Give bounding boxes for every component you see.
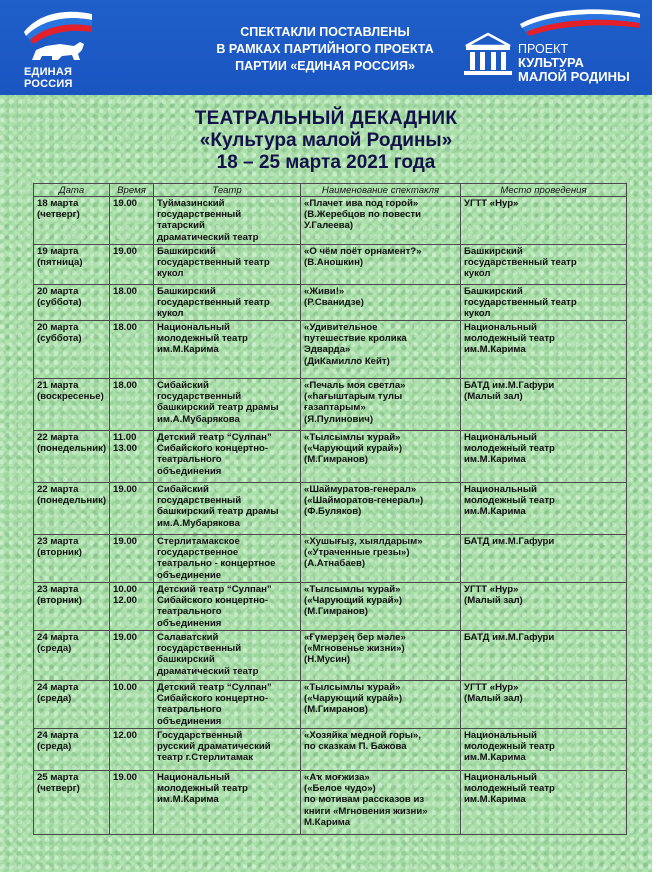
left-logo-label: ЕДИНАЯ РОССИЯ (24, 66, 73, 90)
poster-title (0, 108, 652, 174)
title-line2: «Культура малой Родины» (199, 130, 453, 151)
project-label: ПРОЕКТ (518, 42, 569, 56)
table-row (34, 321, 627, 379)
cell-date: 21 марта (воскресенье) (34, 379, 110, 431)
cell-date: 20 марта (суббота) (34, 285, 110, 321)
cell-time: 19.00 (110, 483, 154, 535)
header-banner (0, 0, 652, 95)
cell-date: 23 марта (вторник) (34, 535, 110, 583)
cell-date: 22 марта (понедельник) (34, 483, 110, 535)
schedule-table (33, 183, 627, 835)
cell-venue: БАТД им.М.Гафури (461, 535, 627, 583)
cell-date: 18 марта (четверг) (34, 197, 110, 245)
cell-play: «Шаймуратов-генерал» («Шайморатов-генерал») (Ф.Буляков) (301, 483, 461, 535)
project-name-line2: МАЛОЙ РОДИНЫ (518, 69, 630, 84)
cell-venue: Национальный молодежный театр им.М.Карима (461, 483, 627, 535)
cell-date: 24 марта (среда) (34, 631, 110, 681)
cell-venue: Национальный молодежный театр им.М.Карима (461, 771, 627, 835)
header-title: СПЕКТАКЛИ ПОСТАВЛЕНЫ В РАМКАХ ПАРТИЙНОГО ПРОЕКТА ПАРТИИ «ЕДИНАЯ РОССИЯ» (216, 25, 434, 73)
cell-theater: Национальный молодежный театр им.М.Карима (154, 771, 301, 835)
cell-theater: Башкирский государственный театр кукол (154, 245, 301, 285)
table-row (34, 483, 627, 535)
table-row (34, 729, 627, 771)
cell-theater: Салаватский государственный башкирский драматический театр (154, 631, 301, 681)
cell-time: 18.00 (110, 285, 154, 321)
cell-date: 25 марта (четверг) (34, 771, 110, 835)
cell-venue: Башкирский государственный театр кукол (461, 285, 627, 321)
header-date: Дата (34, 184, 110, 197)
table-row (34, 431, 627, 483)
cell-play: «Плачет ива под горой» (В.Жеребцов по повести У.Галеева) (301, 197, 461, 245)
table-row (34, 535, 627, 583)
cell-time: 19.00 (110, 245, 154, 285)
cell-theater: Башкирский государственный театр кукол (154, 285, 301, 321)
cell-play: «О чём поёт орнамент?» (В.Аношкин) (301, 245, 461, 285)
cell-theater: Национальный молодежный театр им.М.Карима (154, 321, 301, 379)
cell-theater: Туймазинский государственный татарский драматический театр (154, 197, 301, 245)
title-line1: ТЕАТРАЛЬНЫЙ ДЕКАДНИК (194, 108, 458, 129)
header-venue: Место проведения (461, 184, 627, 197)
cell-theater: Детский театр “Сулпан” Сибайского концертно- театрального объединения (154, 431, 301, 483)
cell-play: «Ғүмерҙең бер мәле» («Мгновенье жизни») (Н.Мусин) (301, 631, 461, 681)
cell-play: «Печаль моя светла» («һағыштарым тулы ғазаптарым» (Я.Пулинович) (301, 379, 461, 431)
cell-time: 18.00 (110, 321, 154, 379)
cell-date: 24 марта (среда) (34, 729, 110, 771)
cell-theater: Детский театр “Сулпан” Сибайского концертно- театрального объединения (154, 583, 301, 631)
united-russia-logo (18, 6, 98, 90)
header-theater: Театр (154, 184, 301, 197)
header-time: Время (110, 184, 154, 197)
cell-play: «Тылсымлы ҡурай» («Чарующий курай») (М.Гимранов) (301, 681, 461, 729)
cell-play: «Хозяйка медной горы», по сказкам П. Бажова (301, 729, 461, 771)
cell-date: 23 марта (вторник) (34, 583, 110, 631)
cell-time: 19.00 (110, 631, 154, 681)
cell-play: «Тылсымлы ҡурай» («Чарующий курай») (М.Гимранов) (301, 583, 461, 631)
cell-time: 19.00 (110, 197, 154, 245)
cell-venue: Национальный молодежный театр им.М.Карима (461, 321, 627, 379)
cell-theater: Стерлитамакское государственное театрально - концертное объединение (154, 535, 301, 583)
cell-theater: Государственный русский драматический театр г.Стерлитамак (154, 729, 301, 771)
theater-building-icon (462, 32, 514, 78)
cell-venue: Башкирский государственный театр кукол (461, 245, 627, 285)
cell-theater: Детский театр “Сулпан” Сибайского концертно- театрального объединения (154, 681, 301, 729)
table-row (34, 631, 627, 681)
project-name-line1: КУЛЬТУРА (518, 55, 584, 70)
cell-date: 20 марта (суббота) (34, 321, 110, 379)
cell-venue: Национальный молодежный театр им.М.Карима (461, 431, 627, 483)
table-row (34, 245, 627, 285)
cell-play: «Хушығыҙ, хыялдарым» («Утраченные грезы») (А.Атнабаев) (301, 535, 461, 583)
cell-time: 18.00 (110, 379, 154, 431)
table-row (34, 583, 627, 631)
cell-time: 19.00 (110, 771, 154, 835)
cell-date: 19 марта (пятница) (34, 245, 110, 285)
cell-date: 22 марта (понедельник) (34, 431, 110, 483)
cell-venue: БАТД им.М.Гафури (Малый зал) (461, 379, 627, 431)
table-row (34, 681, 627, 729)
table-header-row (34, 184, 627, 197)
cell-time: 10.00 (110, 681, 154, 729)
cell-play: «Аҡ моғжиза» («Белое чудо») по мотивам рассказов из книги «Мгновения жизни» М.Карима (301, 771, 461, 835)
project-logo (460, 6, 645, 90)
bear-flag-icon (18, 6, 98, 66)
cell-date: 24 марта (среда) (34, 681, 110, 729)
title-line3: 18 – 25 марта 2021 года (216, 152, 436, 173)
cell-time: 12.00 (110, 729, 154, 771)
cell-time: 10.00 12.00 (110, 583, 154, 631)
cell-venue: УГТТ «Нур» (Малый зал) (461, 583, 627, 631)
table-row (34, 197, 627, 245)
cell-venue: УГТТ «Нур» (Малый зал) (461, 681, 627, 729)
cell-venue: БАТД им.М.Гафури (461, 631, 627, 681)
cell-venue: УГТТ «Нур» (461, 197, 627, 245)
cell-time: 11.00 13.00 (110, 431, 154, 483)
cell-venue: Национальный молодежный театр им.М.Карима (461, 729, 627, 771)
schedule-body (34, 197, 627, 835)
cell-play: «Живи!» (Р.Сванидзе) (301, 285, 461, 321)
table-row (34, 379, 627, 431)
table-row (34, 285, 627, 321)
cell-play: «Удивительное путешествие кролика Эдварда» (ДиКамилло Кейт) (301, 321, 461, 379)
table-row (34, 771, 627, 835)
cell-theater: Сибайский государственный башкирский театр драмы им.А.Мубарякова (154, 483, 301, 535)
project-text (518, 42, 630, 84)
header-play: Наименование спектакля (301, 184, 461, 197)
cell-theater: Сибайский государственный башкирский театр драмы им.А.Мубарякова (154, 379, 301, 431)
cell-play: «Тылсымлы ҡурай» («Чарующий курай») (М.Гимранов) (301, 431, 461, 483)
cell-time: 19.00 (110, 535, 154, 583)
